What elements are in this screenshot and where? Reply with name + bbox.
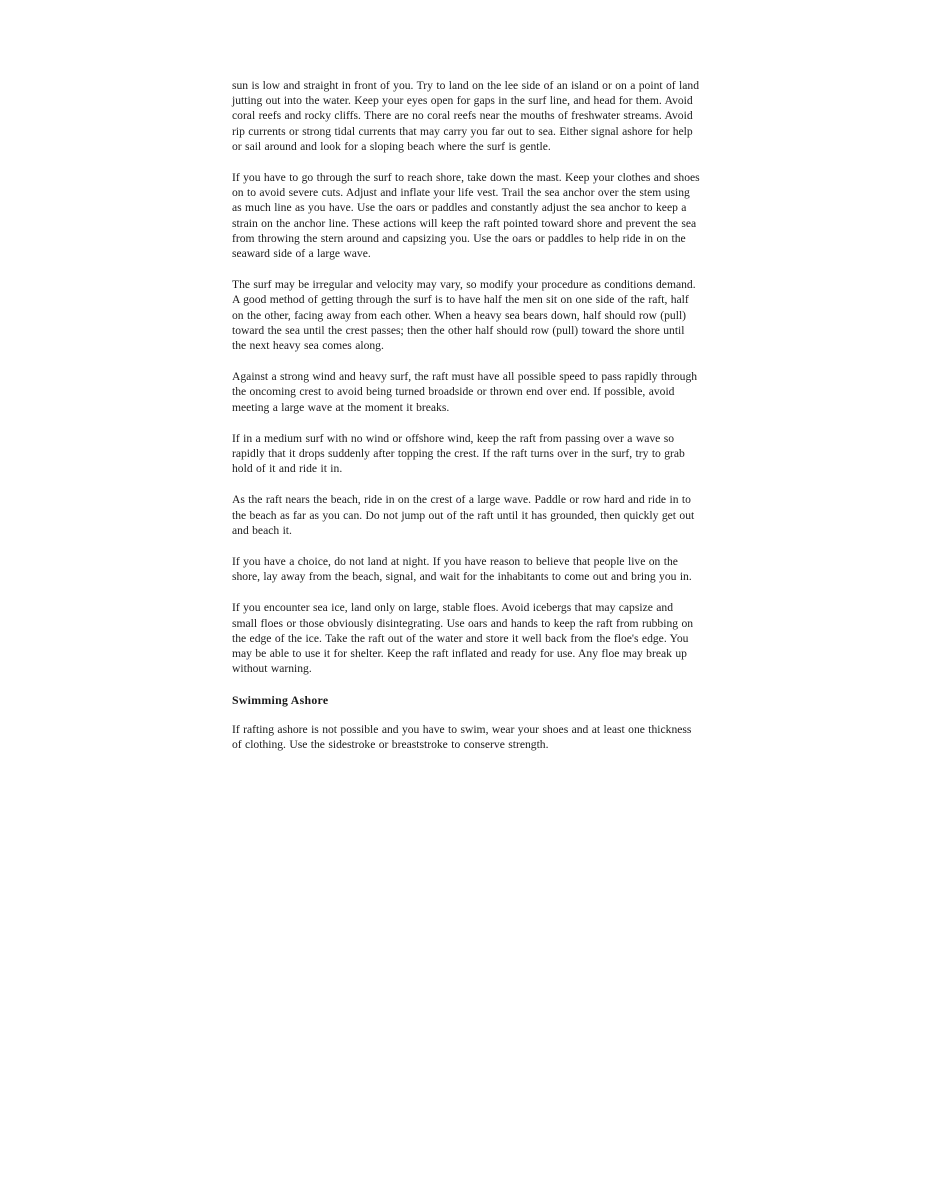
paragraph-strong-wind: Against a strong wind and heavy surf, the raft must have all possible speed to pass rapidly through the oncoming crest to avoid being turned broadside or thrown end over end. If possible, avoid meeting a large wave at the moment it breaks.: [232, 370, 698, 414]
paragraph-landing-approach: sun is low and straight in front of you. Try to land on the lee side of an island or on a point of land jutting out into the water. Keep your eyes open for gaps in the surf line, and head for them. Avoid coral reefs and rocky cliffs. There are no coral reefs near the mouths of freshwater streams. Avoid rip currents or strong tidal currents that may carry you far out to sea. Either signal ashore for help or sail around and look for a sloping beach where the surf is gentle.: [232, 79, 699, 153]
paragraph-nearing-beach: As the raft nears the beach, ride in on the crest of a large wave. Paddle or row hard and ride in to the beach as far as you can. Do not jump out of the raft until it has grounded, then quickly get out and beach it.: [232, 493, 695, 537]
paragraph-sea-ice: If you encounter sea ice, land only on large, stable floes. Avoid icebergs that may capsize and small floes or those obviously disintegrating. Use oars and hands to keep the raft from rubbing on the edge of the ice. Take the raft out of the water and store it well back from the floe's edge. You may be able to use it for shelter. Keep the raft inflated and ready for use. Any floe may break up without warning.: [232, 601, 694, 676]
section-heading-swimming-ashore: Swimming Ashore: [232, 692, 329, 707]
paragraph-medium-surf: If in a medium surf with no wind or offshore wind, keep the raft from passing over a wave so rapidly that it drops suddenly after topping the crest. If the raft turns over in the surf, try to grab hold of it and ride it in.: [232, 431, 685, 476]
paragraph-irregular-surf: The surf may be irregular and velocity may vary, so modify your procedure as conditions demand. A good method of getting through the surf is to have half the men sit on one side of the raft, half on the other, facing away from each other. When a heavy sea bears down, half should row (pull) toward the sea until the crest passes; then the other half should row (pull) toward the shore until the next heavy sea comes along.: [232, 278, 696, 353]
paragraph-landing-at-night: If you have a choice, do not land at night. If you have reason to believe that people live on the shore, lay away from the beach, signal, and wait for the inhabitants to come out and bring you in.: [232, 555, 692, 584]
document-body: [232, 78, 700, 768]
paragraph-swimming: If rafting ashore is not possible and you have to swim, wear your shoes and at least one thickness of clothing. Use the sidestroke or breaststroke to conserve strength.: [232, 722, 692, 751]
paragraph-going-through-surf: If you have to go through the surf to reach shore, take down the mast. Keep your clothes and shoes on to avoid severe cuts. Adjust and inflate your life vest. Trail the sea anchor over the stem using as much line as you have. Use the oars or paddles and constantly adjust the sea anchor to keep a strain on the anchor line. These actions will keep the raft pointed toward shore and prevent the sea from throwing the stern around and capsizing you. Use the oars or paddles to help ride in on the seaward side of a large wave.: [232, 171, 700, 261]
